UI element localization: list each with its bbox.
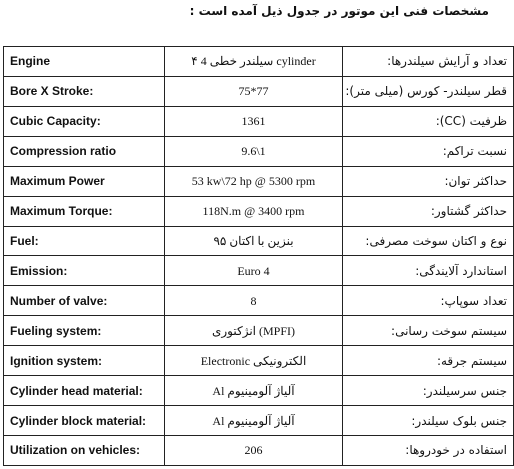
spec-label-en: Number of valve: [4, 286, 165, 316]
spec-label-fa: استفاده در خودروها: [343, 435, 514, 465]
table-row [4, 226, 514, 256]
spec-value: 8 [165, 286, 343, 316]
table-row [4, 76, 514, 106]
spec-label-fa: تعداد و آرایش سیلندرها: [343, 47, 514, 77]
table-row [4, 316, 514, 346]
spec-value: انژکتوری (MPFI) [165, 316, 343, 346]
spec-label-fa: ظرفیت (CC): [343, 106, 514, 136]
table-row [4, 47, 514, 77]
table-row [4, 406, 514, 436]
table-row [4, 376, 514, 406]
spec-label-fa: حداکثر گشتاور: [343, 196, 514, 226]
table-row [4, 256, 514, 286]
table-row [4, 346, 514, 376]
spec-label-en: Maximum Torque: [4, 196, 165, 226]
spec-value: بنزین با اکتان ۹۵ [165, 226, 343, 256]
spec-label-en: Maximum Power [4, 166, 165, 196]
spec-value: 206 [165, 435, 343, 465]
spec-label-fa: حداکثر توان: [343, 166, 514, 196]
spec-label-en: Ignition system: [4, 346, 165, 376]
spec-label-fa: جنس بلوک سیلندر: [343, 406, 514, 436]
table-row [4, 435, 514, 465]
spec-value: Electronic الکترونیکی [165, 346, 343, 376]
spec-label-fa: نسبت تراکم: [343, 136, 514, 166]
spec-label-en: Bore X Stroke: [4, 76, 165, 106]
page-heading: مشخصات فنی این موتور در جدول ذیل آمده است : [189, 4, 489, 18]
engine-spec-table [3, 46, 514, 466]
spec-value: Euro 4 [165, 256, 343, 286]
spec-value: ۴ سیلندر خطی 4 cylinder [165, 47, 343, 77]
table-row [4, 196, 514, 226]
spec-label-en: Fueling system: [4, 316, 165, 346]
spec-value: 9.6\1 [165, 136, 343, 166]
spec-label-en: Cylinder block material: [4, 406, 165, 436]
spec-label-fa: استاندارد آلایندگی: [343, 256, 514, 286]
spec-label-en: Cylinder head material: [4, 376, 165, 406]
spec-label-en: Engine [4, 47, 165, 77]
table-row [4, 136, 514, 166]
spec-label-en: Utilization on vehicles: [4, 435, 165, 465]
spec-label-fa: تعداد سوپاپ: [343, 286, 514, 316]
spec-value: Al آلیاژ آلومینیوم [165, 376, 343, 406]
spec-label-fa: جنس سرسیلندر: [343, 376, 514, 406]
spec-value: 118N.m @ 3400 rpm [165, 196, 343, 226]
spec-label-fa: نوع و اکتان سوخت مصرفی: [343, 226, 514, 256]
spec-value: Al آلیاژ آلومینیوم [165, 406, 343, 436]
spec-value: 75*77 [165, 76, 343, 106]
spec-label-en: Fuel: [4, 226, 165, 256]
spec-value: 53 kw\72 hp @ 5300 rpm [165, 166, 343, 196]
spec-label-en: Compression ratio [4, 136, 165, 166]
spec-label-en: Cubic Capacity: [4, 106, 165, 136]
spec-label-fa: قطر سیلندر- کورس (میلی متر): [343, 76, 514, 106]
spec-label-en: Emission: [4, 256, 165, 286]
table-row [4, 286, 514, 316]
table-row [4, 106, 514, 136]
spec-label-fa: سیستم سوخت رسانی: [343, 316, 514, 346]
table-row [4, 166, 514, 196]
spec-value: 1361 [165, 106, 343, 136]
spec-label-fa: سیستم جرقه: [343, 346, 514, 376]
